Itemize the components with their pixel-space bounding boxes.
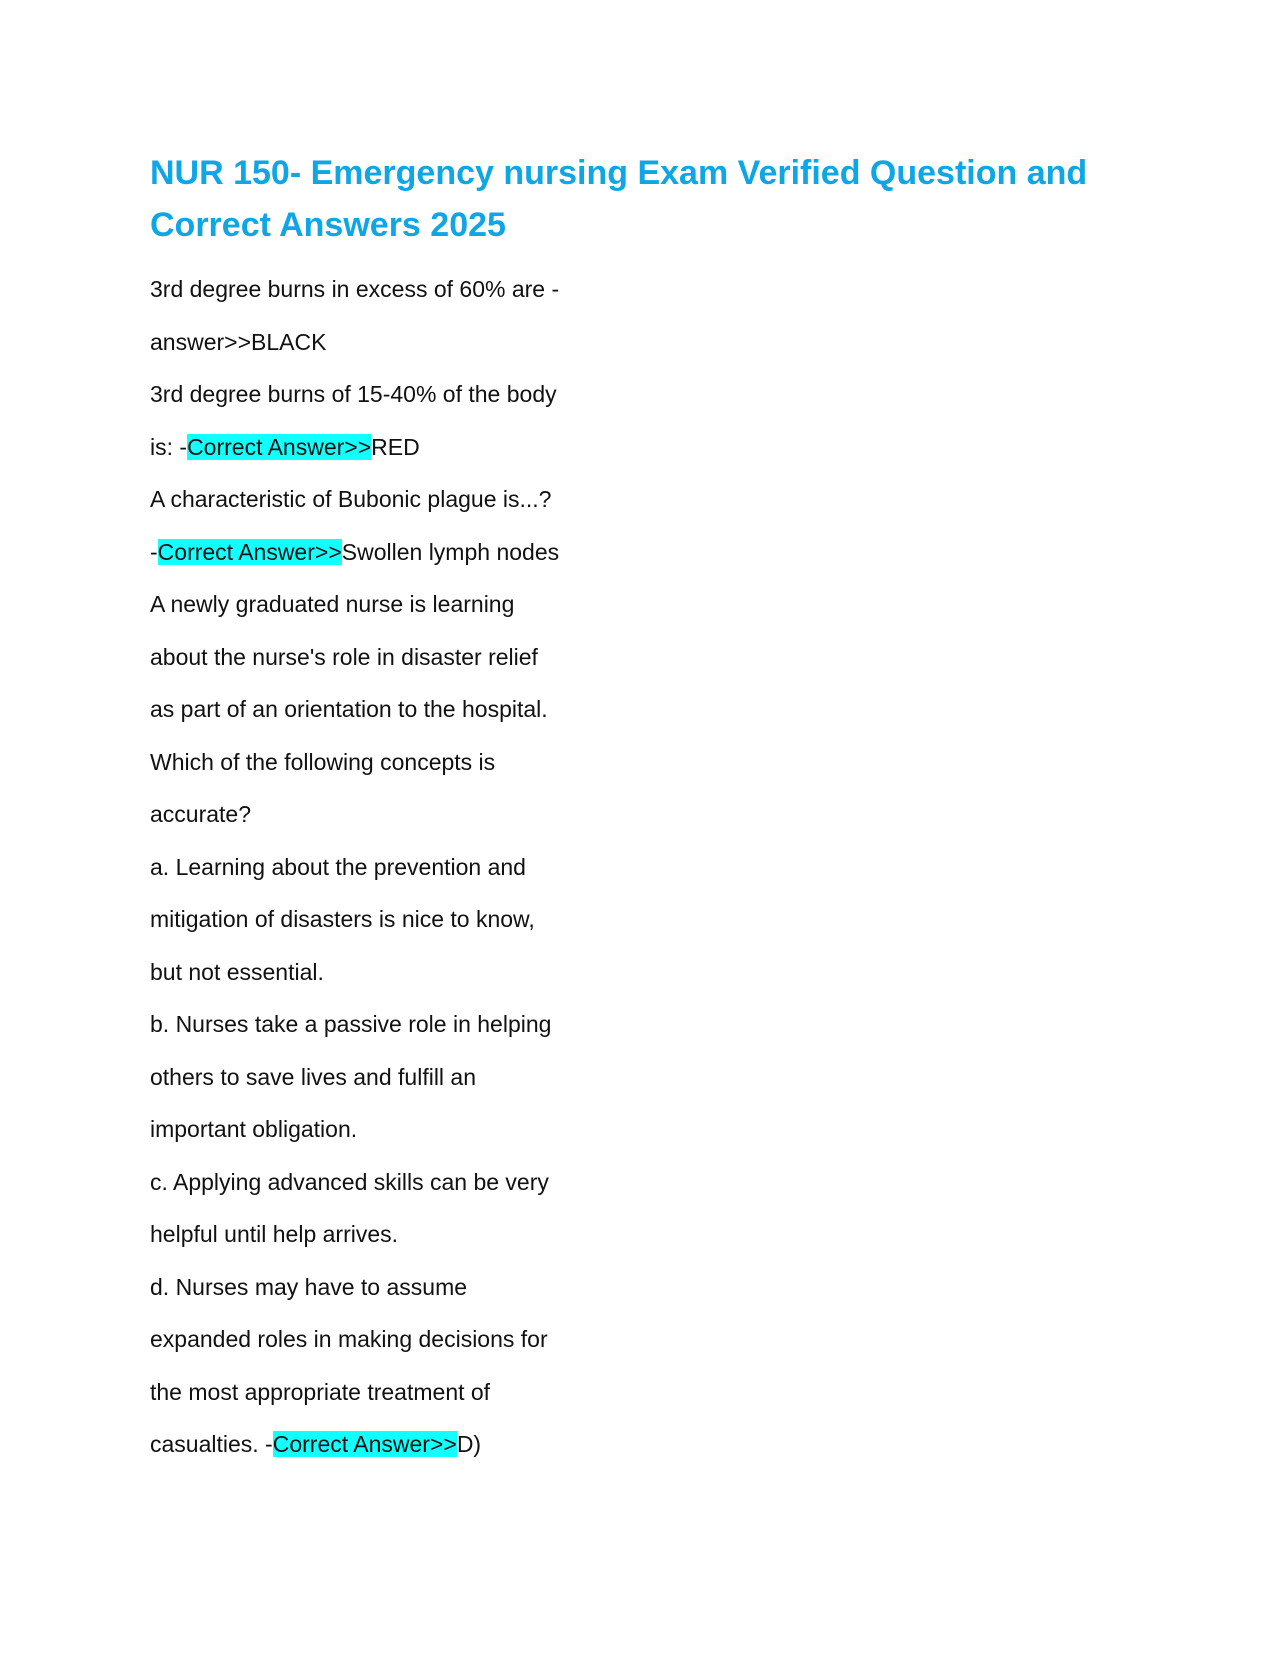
text-line <box>150 368 710 421</box>
text-line <box>150 998 710 1051</box>
text-line <box>150 631 710 684</box>
line-text: others to save lives and fulfill an <box>150 1063 477 1090</box>
line-text: A characteristic of Bubonic plague is...? <box>150 486 552 512</box>
answer-text: Swollen lymph nodes <box>341 538 560 565</box>
text-line <box>150 473 710 526</box>
line-text: the most appropriate treatment of <box>150 1378 491 1405</box>
line-text: as part of an orientation to the hospital. <box>150 696 548 722</box>
line-text: d. Nurses may have to assume <box>150 1273 468 1300</box>
text-line <box>150 736 710 789</box>
line-text: helpful until help arrives. <box>150 1221 399 1247</box>
text-line <box>150 1366 710 1419</box>
text-line <box>150 421 710 474</box>
line-text: but not essential. <box>150 958 324 985</box>
text-line <box>150 893 710 946</box>
line-text: mitigation of disasters is nice to know, <box>150 906 535 932</box>
line-text: 3rd degree burns in excess of 60% are - <box>150 276 560 302</box>
text-line <box>150 946 710 999</box>
title-line-1: NUR 150- Emergency nursing Exam Verified Question and <box>150 154 1088 192</box>
answer-text: D) <box>456 1431 482 1457</box>
answer-highlight: Correct Answer>> <box>272 1431 457 1457</box>
line-text: casualties. - <box>150 1431 273 1457</box>
line-text: expanded roles in making decisions for <box>150 1326 548 1352</box>
line-text: accurate? <box>150 801 252 827</box>
text-line <box>150 841 710 894</box>
line-text: important obligation. <box>150 1116 358 1142</box>
text-line <box>150 578 710 631</box>
text-line <box>150 1156 710 1209</box>
line-text: answer>>BLACK <box>150 328 327 355</box>
line-text: b. Nurses take a passive role in helping <box>150 1011 552 1037</box>
text-line <box>150 1313 710 1366</box>
title-line-2: Correct Answers 2025 <box>150 206 506 244</box>
line-text: about the nurse's role in disaster relief <box>150 643 538 670</box>
text-line <box>150 1051 710 1104</box>
text-line <box>150 316 710 369</box>
line-text: Which of the following concepts is <box>150 748 496 775</box>
text-line <box>150 1261 710 1314</box>
text-line <box>150 1208 710 1261</box>
text-line <box>150 683 710 736</box>
line-text: 3rd degree burns of 15-40% of the body <box>150 381 557 407</box>
text-line <box>150 788 710 841</box>
text-line <box>150 263 710 316</box>
text-line <box>150 1418 710 1471</box>
text-line <box>150 1103 710 1156</box>
answer-highlight: Correct Answer>> <box>187 433 372 460</box>
line-text: A newly graduated nurse is learning <box>150 591 515 617</box>
document-body <box>150 263 710 1471</box>
answer-highlight: Correct Answer>> <box>157 538 342 565</box>
document-title <box>150 147 1150 251</box>
line-text: - <box>150 538 158 565</box>
line-text: is: - <box>150 433 188 460</box>
answer-text: RED <box>371 433 420 460</box>
line-text: c. Applying advanced skills can be very <box>150 1168 549 1195</box>
line-text: a. Learning about the prevention and <box>150 853 526 880</box>
text-line <box>150 526 710 579</box>
